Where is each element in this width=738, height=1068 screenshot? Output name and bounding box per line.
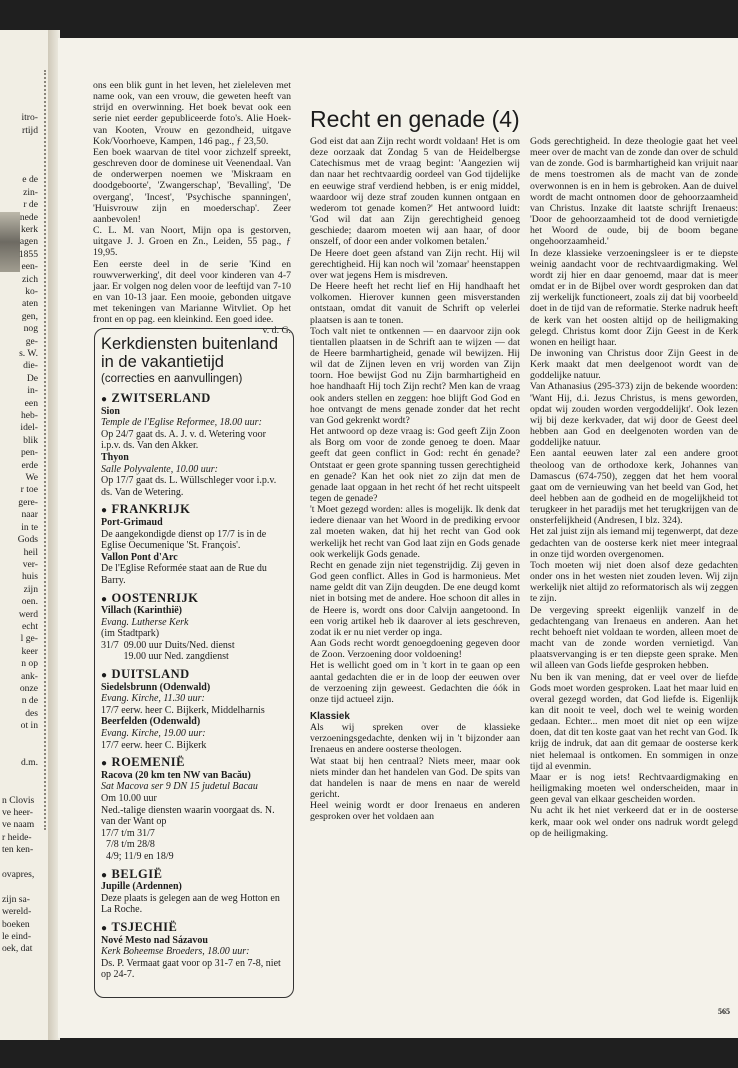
left-page-fragment: n de (21, 695, 38, 707)
country-name: BELGIË (111, 866, 163, 881)
left-page-fragment: ko- (25, 285, 38, 297)
left-page-fragment: ve heer- (2, 806, 33, 818)
article-paragraph: Een aantal eeuwen later zal een andere groot theoloog van de orthodoxe kerk, Johannes van Damascus (674-750), zeggen dat het hem vooral gaat om de vernieuwing van het beeld van God, het deel hebben aan de godheid en de mogelijkheid tot terugkeer in het paradijs met het terugkrijgen van de onsterfelijkheid (Andresen, I blz. 324). (530, 448, 738, 527)
country-name: TSJECHIË (111, 919, 178, 934)
country-heading (101, 866, 287, 882)
left-page-fragment: echt (22, 620, 38, 632)
review-signature: v. d. G. (262, 325, 291, 337)
article-paragraph: De Heere doet geen afstand van Zijn recht. Hij wil gerechtigheid. Hij kan noch wil 'zomaar' heenstappen over wat jegens Hem is misdreven. (310, 247, 520, 281)
box-subtitle: (correcties en aanvullingen) (101, 373, 243, 385)
article-paragraph: Maar er is nog iets! Rechtvaardigmaking en heiligmaking moeten wel onderscheiden, maar in geen geval van elkaar gescheiden worden. (530, 771, 738, 806)
bullet-icon: ● (101, 758, 108, 770)
article-paragraph: In deze klassieke verzoeningsleer is er te diepste weinig aandacht voor de rechtvaardigmaking. Wel wordt zij hier en daar genoemd, maar dat is meer omdat er in de Bijbel over wordt gesproken dan dat zij werkelijk functioneert, zoals zij dat bij voorbeeld doet in de tijd van de reformatie. Sterke nadruk heeft de kerk van het oosten altijd op de heiligmaking gelegd. Christus komt door Zijn Geest in de Kerk wonen en heiligt haar. (530, 247, 738, 348)
left-page-fragment: wereld- (2, 906, 32, 918)
service-text: Op 17/7 gaat ds. L. Wüllschleger voor i.p.v. ds. Van de Wetering. (101, 475, 277, 498)
service-venue: Kerk Boheemse Broeders, 18.00 uur: (101, 946, 250, 958)
country-heading (101, 590, 287, 606)
left-page-fragment: des (25, 707, 38, 719)
left-page-fragment: oek, dat (2, 943, 33, 955)
left-page-fragment: in- (27, 385, 38, 397)
left-page-fragment: itro- (21, 112, 38, 124)
left-page-fragment: onze (19, 682, 38, 694)
service-venue: Salle Polyvalente, 10.00 uur: (101, 463, 218, 475)
service-text: Ned.-talige diensten waarin voorgaat ds. N. van der Want op (101, 804, 275, 828)
page-number: 565 (718, 1007, 730, 1016)
bullet-icon: ● (101, 505, 108, 517)
left-page-fragment: ten ken- (2, 844, 34, 856)
left-page-fragment: idel- (20, 422, 38, 434)
book-reviews (93, 80, 291, 337)
service-place: Thyon (101, 451, 129, 463)
left-page-fragment: nede (19, 211, 38, 223)
country-name: ZWITSERLAND (111, 391, 211, 405)
service-place: Racova (20 km ten NW van Bacău) (101, 769, 251, 781)
bullet-icon: ● (101, 593, 108, 605)
service-section (101, 590, 287, 664)
left-page-fragment: blik (23, 434, 38, 446)
article-title: Recht en genade (4) (310, 106, 520, 132)
review-paragraph: C. L. M. van Noort, Mijn opa is gestorven, uitgave J. J. Groen en Zn., Leiden, 55 pag., ƒ 19,95. (93, 225, 291, 259)
service-section (101, 866, 287, 916)
service-venue: Evang. Kirche, 19.00 uur: (101, 728, 206, 740)
left-page-fragment: 1855 (18, 248, 38, 260)
service-venue: Evang. Kirche, 11.30 uur: (101, 693, 205, 705)
service-text: Om 10.00 uur (101, 793, 157, 804)
service-line: 4/9; 11/9 en 18/9 (101, 850, 174, 862)
country-heading (101, 919, 287, 935)
article-paragraph: God eist dat aan Zijn recht wordt voldaan! Het is om deze oorzaak dat Zondag 5 van de Heidelbergse Catechismus met de vraag begint: 'Aangezien wij dan naar het rechtvaardig oordeel van God tijdelijke en eeuwige straf verdiend hebben, is er enig middel, waardoor wij deze straf zouden kunnen ontgaan en wederom tot genade komen?' Het antwoord luidt: 'God wil dat aan Zijn gerechtigheid genoeg geschiede; daarom moeten wij aan haar, of door onszelf, of door een ander volkomen betalen.' (310, 136, 520, 248)
service-text: (im Stadtpark) (101, 628, 160, 640)
left-page-fragment: pen- (20, 447, 38, 459)
service-line: 7/8 t/m 28/8 (101, 839, 155, 851)
service-section (101, 919, 287, 981)
box-title: Kerkdiensten buitenland in de vakantietijd (101, 335, 279, 371)
article-paragraph: 't Moet gezegd worden: alles is mogelijk. Ik denk dat iedere dienaar van het Woord in de prediking ervoor zal moeten waken, dat hij het recht van God ook werkelijk het recht van God laat zijn en Gods genade ook werkelijk Gods genade. (310, 504, 520, 560)
left-page-fragment: zijn sa- (2, 893, 30, 905)
service-text: 17/7 eerw. heer C. Bijkerk, Middelharnis (101, 704, 265, 716)
service-venue: Sat Macova ser 9 DN 15 judetul Bacau (101, 781, 258, 793)
article-paragraph: Nu ben ik van mening, dat er veel over de liefde Gods moet worden gesproken. Laat het maar luid en overal gezegd worden, dat God liefde is. Eigenlijk kan dit nooit te veel, doch wel te weinig worden gedaan. Echter... men moet dit niet op een wijze doen, dat dit ten koste gaat van het recht van God. Ik krijg de indruk, dat aan dit gemaar de oosterse kerk niet helemaal is ontkomen. En sommigen in onze tijd al evenmin. (530, 671, 738, 772)
service-place: Sion (101, 405, 120, 417)
service-section (101, 393, 287, 498)
left-page-fragment: naar (21, 509, 38, 521)
left-page-fragment: een (24, 397, 38, 409)
service-line: 31/7 09.00 uur Duits/Ned. dienst (101, 639, 235, 651)
left-page-fragment: zin- (23, 186, 38, 198)
left-page-fragment: een- (21, 261, 38, 273)
service-section (101, 504, 287, 586)
left-page-fragment: e de (22, 174, 38, 186)
left-page-fragment: ot in (20, 720, 38, 732)
article-paragraph: Het zal juist zijn als iemand mij tegenwerpt, dat deze gedachten van de oosterse kerk niet meer integraal in onze tijd worden overgenomen. (530, 526, 738, 560)
left-page-fragment (0, 881, 48, 893)
left-page-fragment: n op (21, 658, 38, 670)
article-paragraph: Heel weinig wordt er door Irenaeus en anderen gesproken over het voldaen aan (310, 800, 520, 823)
review-paragraph: ons een blik gunt in het leven, het zieleleven met name ook, van een vrouw, die geweten heeft van strijd en overwinning. Het boek bevat ook een serie niet eerder gepubliceerde foto's. Alie Hoek-van Kooten, Vrouw en gezondheid, uitgave Kok/Voorhoeve, Kampen, 146 pag., ƒ 23,50. (93, 80, 291, 147)
left-page-fragment: ve naam (2, 819, 35, 831)
left-page-fragment: huis (22, 571, 38, 583)
country-heading (101, 504, 287, 517)
country-heading (101, 393, 287, 406)
left-page-fragment: heb- (20, 410, 38, 422)
left-page-fragment: ank- (20, 670, 38, 682)
country-name: FRANKRIJK (111, 502, 191, 517)
service-place: Beerfelden (Odenwald) (101, 716, 201, 728)
left-page-fragment: r toe (20, 484, 38, 496)
left-page-fragment (0, 38, 48, 50)
left-page-fragment: We (25, 472, 38, 484)
left-page-fragment: l ge- (20, 633, 38, 645)
left-page-fragment: keer (21, 645, 38, 657)
left-page-fragment: zijn (23, 583, 38, 595)
article-paragraph: Wat staat bij hen centraal? Niets meer, maar ook niets minder dan het handelen van God. De spits van dat handelen is naar de mens en naar de wereld gericht. (310, 755, 520, 801)
bullet-icon: ● (101, 394, 108, 405)
article-paragraph: Toch valt niet te ontkennen — en daarvoor zijn ook tientallen plaatsen in de Schrift aan te wijzen — dat de Heere barmhartigheid, genade wil bewijzen. Hij wil dat de Zijnen leven en vrij worden van Zijn toorn. Hoe bewijst God nu Zijn barmhartigheid en hoe handhaaft Hij toch Zijn recht? Men kan de vraag ook anders stellen en zeggen: hoe blijft God God en hoe ontvangt de mens genade zonder dat het recht van God gekrenkt wordt? (310, 325, 520, 426)
left-page-fragment: n Clovis (2, 794, 35, 806)
article-paragraph: Als wij spreken over de klassieke verzoeningsgedachte, denken wij in 't bijzonder aan Irenaeus en andere oosterse theologen. (310, 722, 520, 756)
service-venue: Evang. Lutherse Kerk (101, 616, 189, 628)
review-paragraph: Een boek waarvan de titel voor zichzelf spreekt, geschreven door de dominese uit Veenendaal. Van de onderwerpen noemen we 'Miskraam en doodgeboorte', 'Zwangerschap', 'Bevalling', 'De overgang', 'Incest', 'Psychische spanningen', 'Huisvrouw zijn en moederschap'. Zeer aanbevolen! (93, 146, 291, 225)
left-page-fragment: zich (22, 273, 38, 285)
service-line: 19.00 uur Ned. zangdienst (101, 651, 229, 663)
bullet-icon: ● (101, 922, 108, 934)
left-page-wavy-rule (34, 70, 46, 830)
left-page-fragment: agen (19, 236, 38, 248)
left-page-fragment: nog (23, 323, 38, 335)
service-section (101, 669, 287, 751)
service-line: 17/7 t/m 31/7 (101, 827, 155, 839)
article-paragraph: De Heere heeft het recht lief en Hij handhaaft het volkomen. Hierover kunnen geen misverstanden ontstaan, omdat dit vanuit de Schrift op velerlei plaatsen is aan te tonen. (310, 281, 520, 326)
left-page-fragment (0, 857, 48, 869)
left-page-fragment: oen. (21, 596, 38, 608)
left-page-fragment: ge- (25, 335, 38, 347)
left-page-fragment: r de (23, 199, 38, 211)
left-page-fragment: erde (21, 459, 38, 471)
country-heading (101, 757, 287, 770)
left-page-fragment: die- (23, 360, 38, 372)
service-place: Port-Grimaud (101, 516, 163, 528)
bullet-icon: ● (101, 670, 108, 682)
article-paragraph: Toch moeten wij niet doen alsof deze gedachten onder ons in het westen niet zouden leven. Wij zijn werkelijk niet altijd zo reformatorisch als wij zeggen te zijn. (530, 559, 738, 605)
article-subheading: Klassiek (310, 710, 350, 722)
service-section (101, 757, 287, 862)
magazine-page (58, 38, 738, 1038)
article-paragraph: Het antwoord op deze vraag is: God geeft Zijn Zoon als Borg om voor de zonde genoeg te doen. Maar geeft dat geen conflict in God: recht én genade? Ontstaat er geen grote spanning tussen gerechtigheid en genade? Kan het ook niet zo zijn dat men de genade laat opgaan in het recht óf het recht uitspeelt tegen de genade? (310, 426, 520, 504)
service-text: 17/7 eerw. heer C. Bijkerk (101, 739, 207, 751)
left-page-fragment: le eind- (2, 931, 32, 943)
service-place: Nové Mesto nad Sázavou (101, 934, 208, 946)
left-page-fragment: De (26, 372, 38, 384)
left-page-fragment: r heide- (2, 831, 32, 843)
left-page-fragment: d.m. (20, 757, 38, 769)
bullet-icon: ● (101, 869, 108, 881)
service-place: Jupille (Ardennen) (101, 881, 182, 893)
left-page-fragment: gere- (18, 496, 38, 508)
article-paragraph: Van Athanasius (295-373) zijn de bekende woorden: 'Want Hij, d.i. Jezus Christus, is mens geworden, opdat wij zouden worden vergoddelijkt'. Ook lezen wij bij deze kerkvader, dat wij door de Geest deel hebben aan God en deelgenoten worden van de goddelijke natuur. (530, 381, 738, 449)
service-sections (101, 393, 287, 981)
left-page-fragment: kerk (20, 223, 38, 235)
country-heading (101, 669, 287, 682)
country-name: OOSTENRIJK (111, 590, 199, 605)
service-place: Vallon Pont d'Arc (101, 551, 178, 563)
article-paragraph: Het is wellicht goed om in 't kort in te gaan op een aantal gedachten die er in de loop der eeuwen over de verzoening zijn geweest. Gedachten die óók in onze tijd actueel zijn. (310, 660, 520, 705)
left-page-fragment: heil (23, 546, 38, 558)
article-paragraph: Aan Gods recht wordt genoegdoening gegeven door de Zoon. Verzoening door voldoening! (310, 638, 520, 661)
review-paragraph: Een eerste deel in de serie 'Kind en rouwverwerking', dit deel voor kinderen van 4-7 jaar. Er volgen nog delen voor de leeftijd van 7-10 en van 10-13 jaar. Een mooie, gebonden uitgave met tekeningen van Marianne Witvliet. Op het front en op pag. een kleinkind. Een goed idee. (93, 258, 291, 326)
left-page-fragment: gen, (21, 310, 38, 322)
left-page-fragment: werd (18, 608, 38, 620)
left-page-fragment: aten (22, 298, 38, 310)
church-services-box (94, 328, 294, 998)
service-text: De aangekondigde dienst op 17/7 is in de Eglise Oecumenique 'St. François'. (101, 528, 267, 552)
left-page-edge (0, 30, 48, 1040)
left-page-fragment: in te (21, 521, 38, 533)
country-name: ROEMENIË (111, 755, 185, 770)
article-paragraph: De inwoning van Christus door Zijn Geest in de Kerk maakt dat men deelgenoot wordt van de goddelijke natuur. (530, 347, 738, 382)
service-venue: Temple de l'Eglise Reformee, 18.00 uur: (101, 417, 262, 429)
service-text: De l'Eglise Reformée staat aan de Rue du Barry. (101, 563, 267, 586)
country-name: DUITSLAND (111, 667, 190, 682)
article-column-1 (310, 136, 520, 823)
left-page-fragment: Gods (17, 534, 38, 546)
article-paragraph: Recht en genade zijn niet tegenstrijdig. Zij geven in God geen conflict. Alles in God is harmonieus. Met name geldt dit van Zijn deugden. De ene deugd komt niet in botsing met de andere. Hoe schoon dit alles in de Heere is, wordt ons door Calvijn aangetoond. In een vorig artikel heb ik daarover al iets geschreven, zodat ik er nu niet verder op inga. (310, 559, 520, 638)
service-text: Ds. P. Vermaat gaat voor op 31-7 en 7-8, niet op 24-7. (101, 957, 281, 981)
article-paragraph: De vergeving spreekt eigenlijk vanzelf in de gedachtengang van Irenaeus en anderen. Aan het recht behoeft niet voldaan te worden, alleen moet de macht van de zonde worden vernietigd. Van plaatsvervanging is er ten diepste geen sprake. Men wil alleen van Gods liefde gesproken hebben. (530, 604, 738, 672)
left-page-fragment: boeken (2, 918, 30, 930)
left-page-fragment: ver- (22, 558, 38, 570)
service-text: Op 24/7 gaat ds. A. J. v. d. Wetering voor i.p.v. ds. Van den Akker. (101, 428, 267, 452)
service-place: Villach (Karinthië) (101, 605, 183, 617)
article-paragraph: Gods gerechtigheid. In deze theologie gaat het veel meer over de macht van de zonde dan over de schuld van de zonde. God is barmhartigheid kan vrijuit naar de mens toestromen als de macht van de zonde overwonnen is en in hem is gebroken. Aan de duivel wordt de macht ontnomen door de gehoorzaamheid van Christus. Inzake dit laatste schrijft Irenaeus: 'Door de gehoorzaamheid tot de dood vernietigde het Woord de oude, bij de boom begane ongehoorzaamheid.' (530, 136, 738, 248)
left-page-fragment (0, 50, 48, 62)
service-text: Deze plaats is gelegen aan de weg Hotton en La Roche. (101, 892, 280, 916)
article-paragraph: Nu acht ik het niet verkeerd dat er in de oosterse kerk, maar ook wel onder ons nadruk wordt gelegd op de heiligmaking. (530, 805, 738, 839)
service-place: Siedelsbrunn (Odenwald) (101, 681, 211, 693)
left-page-fragment: rtijd (22, 124, 38, 136)
left-page-fragment: ovapres, (2, 869, 35, 880)
article-column-2 (530, 136, 738, 839)
left-page-fragment: s. W. (19, 348, 38, 360)
